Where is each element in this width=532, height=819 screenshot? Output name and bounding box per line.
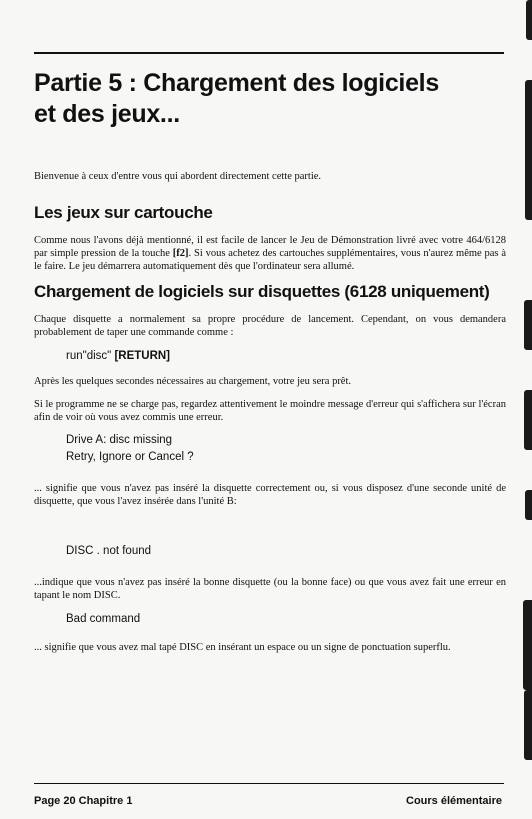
error-disc-not-found: DISC . not found — [66, 545, 152, 557]
scan-edge-shadow — [526, 0, 532, 40]
intro-paragraph: Bienvenue à ceux d'entre vous qui abordent directement cette partie. — [34, 171, 322, 182]
bottom-rule — [34, 783, 504, 784]
scan-edge-shadow — [524, 300, 532, 350]
error-advice-paragraph: Si le programme ne se charge pas, regardez attentivement le moindre message d'erreur qui s'affichera sur l'écran afin de voir où vous avez commis une erreur. — [34, 399, 506, 423]
after-loading-paragraph: Après les quelques secondes nécessaires au chargement, votre jeu sera prêt. — [34, 376, 352, 387]
footer-section-name: Cours élémentaire — [406, 795, 502, 807]
title-line-1: Partie 5 : Chargement des logiciels — [34, 69, 439, 97]
scan-edge-shadow — [524, 690, 532, 760]
top-rule — [34, 52, 504, 54]
disquette-paragraph: Chaque disquette a normalement sa propre procédure de lancement. Cependant, on vous demandera probablement de taper une commande comme : — [34, 314, 506, 338]
explanation-2: ...indique que vous n'avez pas inséré la bonne disquette (ou la bonne face) ou que vous avez fait une erreur en tapant le nom DISC. — [34, 577, 506, 601]
scan-edge-shadow — [525, 490, 532, 520]
explanation-1: ... signifie que vous n'avez pas inséré la disquette correctement ou, si vous disposez d'une seconde unité de disquette, que vous l'avez insérée dans l'unité B: — [34, 483, 506, 507]
explanation-3: ... signifie que vous avez mal tapé DISC en insérant un espace ou un signe de ponctuation superflu. — [34, 642, 451, 653]
run-command: run"disc" [RETURN] — [66, 350, 171, 362]
chapter-title — [34, 68, 494, 130]
scan-edge-shadow — [525, 80, 532, 220]
section-heading-cartouche: Les jeux sur cartouche — [34, 203, 213, 222]
error-bad-command: Bad command — [66, 613, 141, 625]
footer-page-number: Page 20 Chapitre 1 — [34, 795, 133, 807]
key-f2: [f2] — [172, 248, 189, 259]
title-line-2: et des jeux... — [34, 100, 180, 128]
scan-edge-shadow — [523, 600, 532, 690]
error-retry-ignore: Retry, Ignore or Cancel ? — [66, 451, 194, 463]
section-heading-disquettes: Chargement de logiciels sur disquettes (6128 uniquement) — [34, 282, 490, 301]
error-drive-missing: Drive A: disc missing — [66, 434, 173, 446]
scan-edge-shadow — [524, 390, 532, 450]
cartouche-paragraph: Comme nous l'avons déjà mentionné, il est facile de lancer le Jeu de Démonstration livré avec votre 464/6128 par simple pression de la touche [f2]. Si vous achetez des cartouches supplémentaires, vous n'aurez même pas à le faire. Le jeu démarrera automatiquement dès que l'ordinateur sera allumé. — [34, 235, 506, 272]
